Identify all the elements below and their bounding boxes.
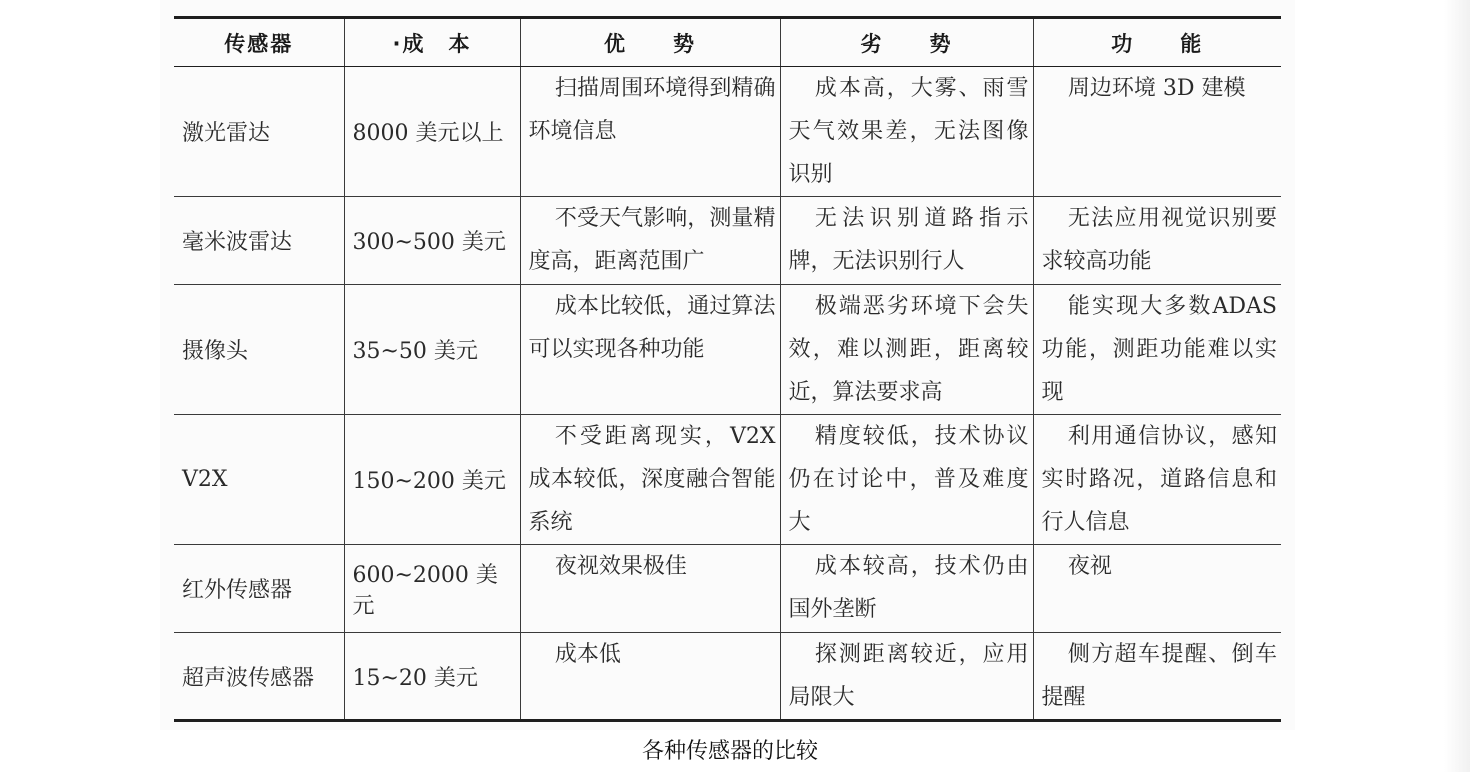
cost-cell: 35~50 美元 [344, 285, 520, 415]
disadvantage-text: 无法识别道路指示牌，无法识别行人 [788, 206, 1029, 274]
disadvantage-text: 精度较低，技术协议仍在讨论中，普及难度大 [788, 424, 1029, 535]
cost-cell: 15~20 美元 [344, 633, 520, 721]
function-text: 能实现大多数ADAS 功能，测距功能难以实现 [1041, 294, 1277, 405]
header-cost: ·成 本 [344, 18, 520, 67]
sensor-comparison-table [174, 16, 1281, 722]
table-body [174, 67, 1281, 721]
sensor-name-cell: 激光雷达 [174, 67, 344, 197]
function-cell [1033, 197, 1281, 285]
advantage-text: 不受距离现实，V2X成本较低，深度融合智能系统 [528, 424, 776, 535]
disadvantage-cell [780, 285, 1033, 415]
function-text: 利用通信协议，感知实时路况，道路信息和行人信息 [1041, 424, 1277, 535]
disadvantage-cell [780, 545, 1033, 633]
table-row [174, 415, 1281, 545]
sensor-name-cell: 摄像头 [174, 285, 344, 415]
header-disadvantage: 劣 势 [780, 18, 1033, 67]
header-row [174, 18, 1281, 67]
function-text: 夜视 [1067, 554, 1112, 579]
sensor-name-cell: 红外传感器 [174, 545, 344, 633]
sensor-name-cell: V2X [174, 415, 344, 545]
disadvantage-cell [780, 197, 1033, 285]
page-edge-shadow [1444, 0, 1470, 772]
header-advantage: 优 势 [520, 18, 780, 67]
table-row [174, 197, 1281, 285]
advantage-cell [520, 67, 780, 197]
cost-cell: 8000 美元以上 [344, 67, 520, 197]
disadvantage-cell [780, 633, 1033, 721]
function-cell [1033, 415, 1281, 545]
sensor-name-cell: 毫米波雷达 [174, 197, 344, 285]
disadvantage-text: 成本较高，技术仍由国外垄断 [788, 554, 1029, 622]
disadvantage-text: 探测距离较近，应用局限大 [788, 642, 1029, 710]
sensor-name-cell: 超声波传感器 [174, 633, 344, 721]
advantage-cell [520, 197, 780, 285]
cost-cell: 150~200 美元 [344, 415, 520, 545]
table-caption: 各种传感器的比较 [641, 739, 818, 764]
cost-cell: 600~2000 美元 [344, 545, 520, 633]
table-row [174, 545, 1281, 633]
advantage-text: 不受天气影响，测量精度高，距离范围广 [528, 206, 776, 274]
table-row [174, 67, 1281, 197]
cost-cell: 300~500 美元 [344, 197, 520, 285]
disadvantage-cell [780, 67, 1033, 197]
advantage-cell [520, 415, 780, 545]
disadvantage-text: 极端恶劣环境下会失效，难以测距，距离较近，算法要求高 [788, 294, 1029, 405]
function-cell [1033, 285, 1281, 415]
header-function: 功 能 [1033, 18, 1281, 67]
advantage-cell [520, 633, 780, 721]
function-text: 无法应用视觉识别要求较高功能 [1041, 206, 1277, 274]
advantage-text: 扫描周围环境得到精确环境信息 [528, 76, 776, 144]
advantage-cell [520, 545, 780, 633]
function-cell [1033, 67, 1281, 197]
disadvantage-cell [780, 415, 1033, 545]
header-sensor: 传感器 [174, 18, 344, 67]
table-header [174, 18, 1281, 67]
disadvantage-text: 成本高，大雾、雨雪天气效果差，无法图像识别 [788, 76, 1029, 187]
function-cell [1033, 545, 1281, 633]
advantage-text: 夜视效果极佳 [554, 554, 687, 579]
table-row [174, 285, 1281, 415]
function-cell [1033, 633, 1281, 721]
advantage-text: 成本低 [554, 642, 621, 667]
advantage-cell [520, 285, 780, 415]
table-row [174, 633, 1281, 721]
function-text: 周边环境 3D 建模 [1067, 76, 1246, 101]
function-text: 侧方超车提醒、倒车提醒 [1041, 642, 1277, 710]
advantage-text: 成本比较低，通过算法可以实现各种功能 [528, 294, 776, 362]
